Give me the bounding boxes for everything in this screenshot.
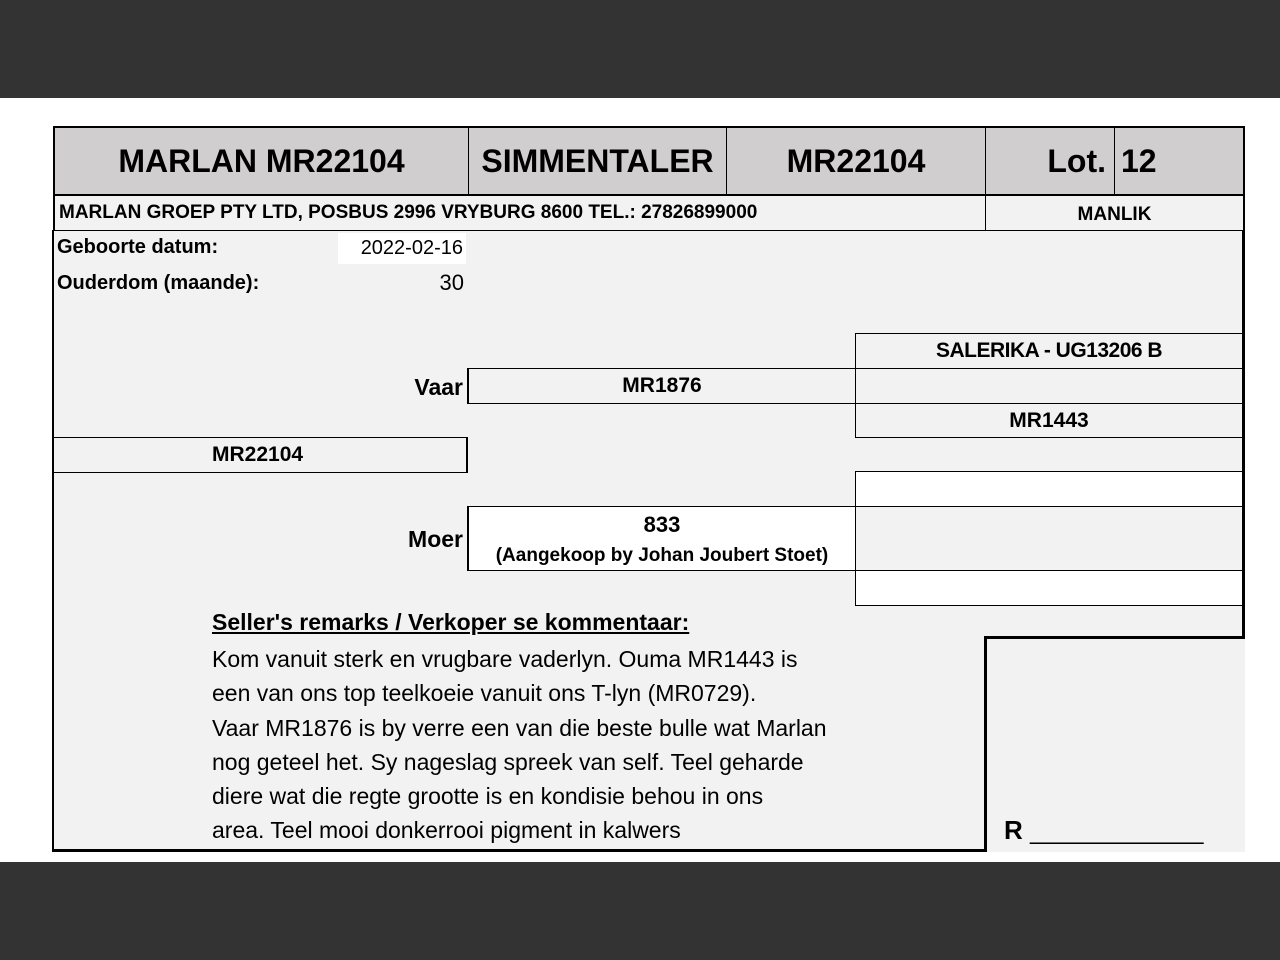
lot-label-text: Lot. <box>1047 142 1106 179</box>
remarks-line: Vaar MR1876 is by verre een van die beste bulle wat Marlan <box>212 714 827 741</box>
sire: MR1876 <box>467 368 856 404</box>
remarks-title: Seller's remarks / Verkoper se kommentaar: <box>212 609 690 635</box>
price-currency: R <box>1004 815 1023 845</box>
lot-label <box>985 126 1115 196</box>
pedigree-animal-text: MR22104 <box>212 443 304 466</box>
animal-id: MR22104 <box>726 126 986 196</box>
owner-line-text: MARLAN GROEP PTY LTD, POSBUS 2996 VRYBURG 8600 TEL.: 27826899000 <box>59 202 758 223</box>
remarks-line: Kom vanuit sterk en vrugbare vaderlyn. Ouma MR1443 is <box>212 646 798 672</box>
sheet-left-border <box>52 230 54 852</box>
dam-mid-row <box>855 506 1245 571</box>
sire-label: Vaar <box>414 374 463 400</box>
dam-dam <box>855 570 1245 606</box>
birth-date-label: Geboorte datum: <box>57 236 219 258</box>
pedigree-animal <box>52 437 468 473</box>
animal-name: MARLAN MR22104 <box>53 126 469 196</box>
bottom-dark-band <box>0 862 1280 960</box>
owner-line <box>53 195 986 231</box>
sire-sire: SALERIKA - UG13206 B <box>855 333 1245 369</box>
dam-note: (Aangekoop by Johan Joubert Stoet) <box>495 545 829 566</box>
lot-number-text: 12 <box>1121 142 1157 179</box>
age-label: Ouderdom (maande): <box>57 272 260 294</box>
remarks-body <box>212 642 827 848</box>
lot-number <box>1114 126 1245 196</box>
sire-dam: MR1443 <box>855 403 1245 438</box>
breed: SIMMENTALER <box>468 126 727 196</box>
remarks-line: area. Teel mooi donkerrooi pigment in kalwers <box>212 817 681 844</box>
remarks-line: een van ons top teelkoeie vanuit ons T-lyn (MR0729). <box>212 680 757 707</box>
sheet-bottom-border <box>52 849 987 852</box>
remarks-line: nog geteel het. Sy nageslag spreek van self. Teel geharde <box>212 748 804 775</box>
age-value: 30 <box>439 270 464 295</box>
dam-label: Moer <box>408 526 463 552</box>
remarks-line: diere wat die regte grootte is en kondisie behou in ons <box>212 783 764 810</box>
top-dark-band <box>0 0 1280 98</box>
dam: 833 <box>643 512 681 537</box>
sire-mid-row <box>855 368 1245 404</box>
dam-sire <box>855 471 1245 507</box>
sex-value: MANLIK <box>985 195 1245 231</box>
birth-date-value: 2022-02-16 <box>338 233 466 264</box>
dam-cell <box>467 506 856 571</box>
price-blank-line[interactable]: _____________ <box>1030 818 1204 845</box>
